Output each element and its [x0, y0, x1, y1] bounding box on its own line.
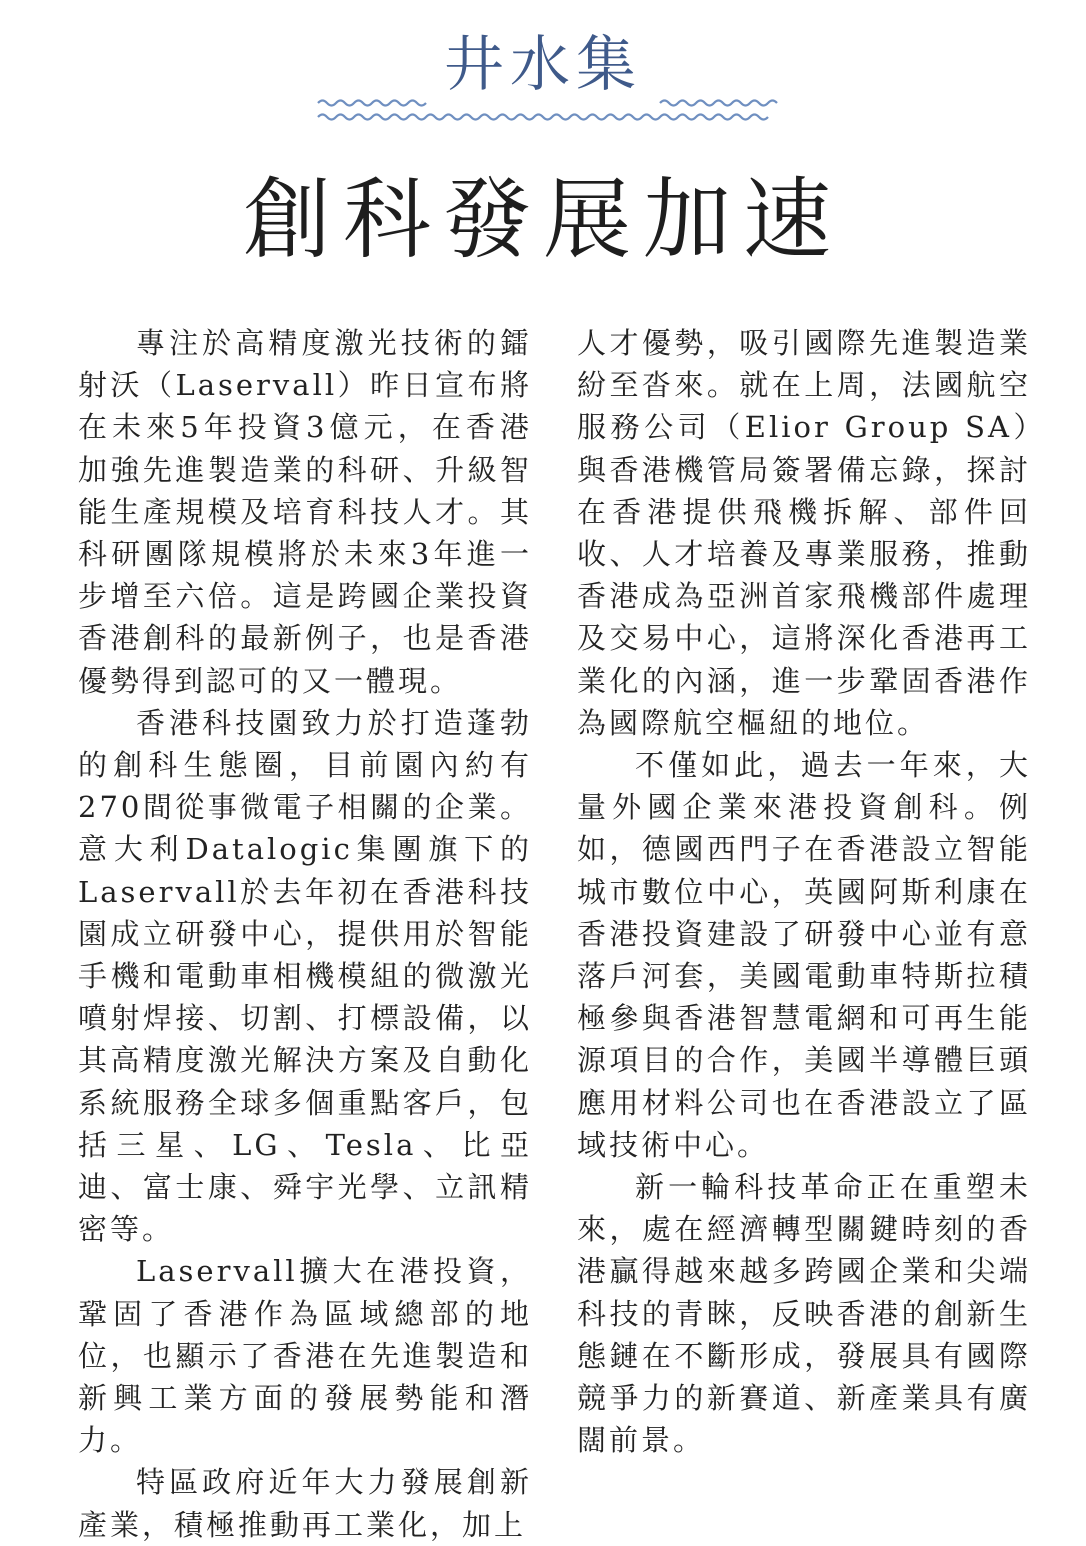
headline: 創科發展加速 — [242, 168, 843, 271]
paragraph-4: 特區政府近年大力發展創新產業，積極推動再工業化，加上 — [78, 1465, 532, 1542]
column-name: 井水集 — [444, 30, 642, 100]
wave-line-left-top — [318, 101, 426, 106]
wave-decoration — [0, 90, 1086, 130]
paragraph-6: 新一輪科技革命正在重塑未來，處在經濟轉型關鍵時刻的香港贏得越來越多跨國企業和尖端科技的青睞，反映香港的創新生態鏈在不斷形成，發展具有國際競爭力的新賽道、新產業具有廣闊前景。 — [577, 1170, 1031, 1458]
paragraph-1: 專注於高精度激光技術的鐳射沃（Laservall）昨日宣布將在未來5年投資3億元，在香港加強先進製造業的科研、升級智能生產規模及培育科技人才。其科研團隊規模將於未來3年進一步增至六倍。這是跨國企業投資香港創科的最新例子，也是香港優勢得到認可的又一體現。 — [78, 326, 532, 698]
article-column-right — [577, 322, 1031, 1461]
paragraph-2: 香港科技園致力於打造蓬勃的創科生態圈，目前園內約有270間從事微電子相關的企業。意大利Datalogic集團旗下的Laservall於去年初在香港科技園成立研發中心，提供用於智能手機和電動車相機模組的微激光噴射焊接、切割、打標設備，以其高精度激光解決方案及自動化系統服務全球多個重點客戶，包括三星、LG、Tesla、比亞迪、富士康、舜宇光學、立訊精密等。 — [78, 705, 532, 1247]
paragraph-4-continuation: 人才優勢，吸引國際先進製造業紛至沓來。就在上周，法國航空服務公司（Elior Group SA）與香港機管局簽署備忘錄，探討在香港提供飛機拆解、部件回收、人才培養及專業服務，推動香港成為亞洲首家飛機部件處理及交易中心，這將深化香港再工業化的內涵，進一步鞏固香港作為國際航空樞紐的地位。 — [577, 326, 1031, 740]
paragraph-5: 不僅如此，過去一年來，大量外國企業來港投資創科。例如，德國西門子在香港設立智能城市數位中心，英國阿斯利康在香港投資建設了研發中心並有意落戶河套，美國電動車特斯拉積極參與香港智慧電網和可再生能源項目的合作，美國半導體巨頭應用材料公司也在香港設立了區域技術中心。 — [577, 748, 1031, 1162]
paragraph-3: Laservall擴大在港投資，鞏固了香港作為區域總部的地位，也顯示了香港在先進製造和新興工業方面的發展勢能和潛力。 — [78, 1254, 532, 1458]
wave-line-bottom — [318, 115, 768, 120]
article-column-left — [78, 322, 532, 1546]
wave-line-right-top — [660, 101, 777, 106]
